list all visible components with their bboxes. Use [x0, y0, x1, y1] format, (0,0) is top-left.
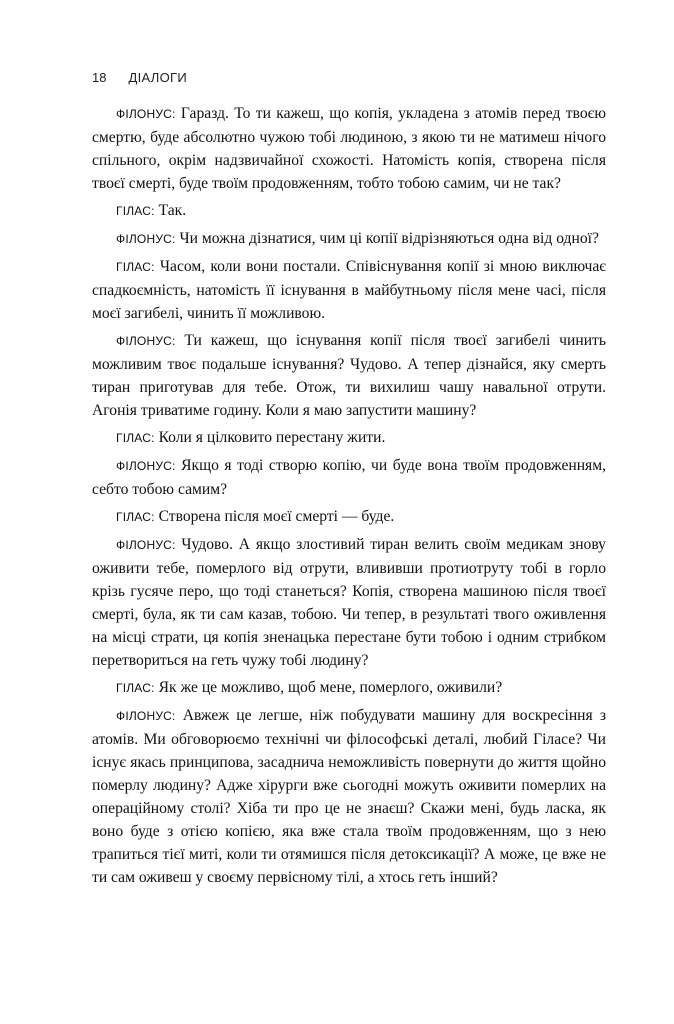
dialogue-paragraph	[92, 255, 606, 325]
speaker-label: ФІЛОНУС:	[116, 538, 176, 552]
speaker-label: ФІЛОНУС:	[116, 459, 176, 473]
paragraph-text: Якщо я тоді створю копію, чи буде вона твоїм продовженням, себто тобою самим?	[92, 457, 606, 498]
paragraph-text: Гаразд. То ти кажеш, що копія, укладена з атомів перед твоєю смертю, буде абсолютно чужою тобі людиною, з якою ти не матимеш нічого спільного, окрім надзвичайної схожості. Натомість копія, створена після твоєї смерті, буде твоїм продовженням, тобто тобою самим, чи не так?	[92, 105, 606, 192]
page-number: 18	[92, 70, 107, 85]
dialogue-paragraph	[92, 102, 606, 195]
dialogue-text	[92, 102, 606, 893]
dialogue-paragraph	[92, 199, 606, 223]
speaker-label: ГІЛАС:	[116, 204, 155, 218]
paragraph-text: Коли я цілковито перестану жити.	[158, 429, 386, 446]
dialogue-paragraph	[92, 426, 606, 450]
speaker-label: ГІЛАС:	[116, 260, 155, 274]
dialogue-paragraph	[92, 533, 606, 672]
paragraph-text: Авжеж це легше, ніж побудувати машину для воскресіння з атомів. Ми обговорюємо технічні чи філософські деталі, любий Гіласе? Чи існує якась принципова, засаднича неможливість повернути до життя щойно померлу людину? Адже хірурги вже сьогодні можуть оживити померлих на операційному столі? Хіба ти про це не знаєш? Скажи мені, будь ласка, як воно буде з отією копією, яка вже стала твоїм продовженням, що з нею трапиться тієї миті, коли ти отямишся після детоксикації? А може, це вже не ти сам оживеш у своєму первісному тілі, а хтось геть інший?	[92, 707, 606, 886]
dialogue-paragraph	[92, 676, 606, 700]
section-title: ДІАЛОГИ	[128, 70, 187, 85]
speaker-label: ФІЛОНУС:	[116, 334, 176, 348]
speaker-label: ГІЛАС:	[116, 510, 155, 524]
paragraph-text: Ти кажеш, що існування копії після твоєї загибелі чинить можливим твоє подальше існування? Чудово. А тепер дізнайся, яку смерть тиран приготував для тебе. Отож, ти вихилиш чашу навальної отрути. Агонія триватиме годину. Коли я маю запустити машину?	[92, 332, 606, 419]
paragraph-text: Створена після моєї смерті — буде.	[158, 508, 395, 525]
paragraph-text: Так.	[158, 202, 187, 219]
paragraph-text: Чи можна дізнатися, чим ці копії відрізняються одна від одної?	[179, 230, 599, 247]
dialogue-paragraph	[92, 505, 606, 529]
paragraph-text: Часом, коли вони постали. Співіснування копії зі мною виключає спадкоємність, натомість її існування в майбутньому після мене часі, після моєї загибелі, чинить її можливою.	[92, 258, 606, 322]
dialogue-paragraph	[92, 704, 606, 889]
speaker-label: ФІЛОНУС:	[116, 709, 176, 723]
speaker-label: ГІЛАС:	[116, 681, 155, 695]
paragraph-text: Як же це можливо, щоб мене, померлого, оживили?	[158, 679, 503, 696]
dialogue-paragraph	[92, 329, 606, 422]
dialogue-paragraph	[92, 227, 606, 251]
speaker-label: ФІЛОНУС:	[116, 232, 176, 246]
paragraph-text: Чудово. А якщо злостивий тиран велить своїм медикам знову оживити тебе, померлого від отрути, влививши протиотруту тобі в горло крізь гусяче перо, що тоді станеться? Копія, створена машиною після твоєї смерті, була, як ти сам казав, тобою. Чи тепер, в результаті твого оживлення на місці страти, ця копія зненацька перестане бути тобою і одним стрибком перетвориться на геть чужу тобі людину?	[92, 536, 606, 669]
dialogue-paragraph	[92, 454, 606, 501]
running-head	[92, 70, 187, 88]
speaker-label: ФІЛОНУС:	[116, 107, 176, 121]
speaker-label: ГІЛАС:	[116, 431, 155, 445]
